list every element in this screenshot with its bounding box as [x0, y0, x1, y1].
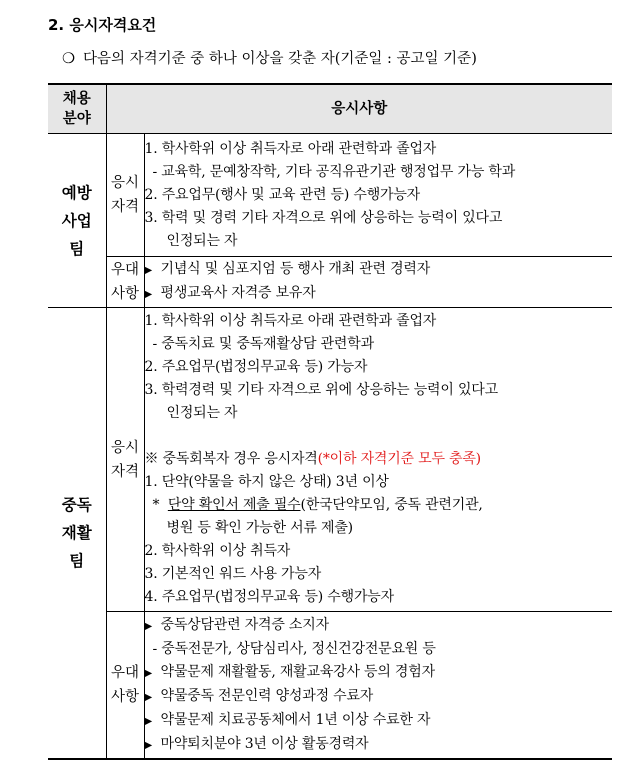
pref-label-l1: 우대 — [110, 665, 139, 681]
team-prevention — [48, 134, 106, 308]
team-rehab-l1: 중독 — [61, 496, 92, 514]
qual-line: 3. 학력 및 경력 기타 자격으로 위에 상응하는 능력이 있다고 — [144, 209, 503, 226]
pref-label-l1: 우대 — [110, 262, 139, 278]
rehab-qual-content — [144, 308, 612, 612]
prevention-qual-row — [48, 134, 612, 257]
recovered-note-red: (*이하 자격기준 모두 충족) — [317, 451, 481, 467]
pref-line: ▶ 평생교육사 자격증 보유자 — [145, 282, 613, 306]
rehab-qual-label — [106, 308, 144, 612]
intro-line — [62, 47, 477, 68]
team-prevention-l2: 사업 — [61, 211, 92, 230]
header-area — [48, 84, 106, 134]
qual-label-l2: 자격 — [110, 463, 139, 480]
section-heading: 2. 응시자격요건 — [48, 16, 157, 34]
qual-line: 2. 주요업무(법정의무교육 등) 가능자 — [144, 359, 368, 375]
header-row — [48, 84, 612, 134]
prevention-pref-row — [48, 257, 612, 308]
recovered-line: 4. 주요업무(법정의무교육 등) 수행가능자 — [144, 589, 394, 605]
prevention-qual-content — [144, 134, 612, 257]
header-main: 응시사항 — [106, 84, 612, 134]
team-rehab — [48, 308, 106, 760]
recovered-line: 1. 단약(약물을 하지 않은 상태) 3년 이상 — [144, 474, 389, 490]
recovered-line: 2. 학사학위 이상 취득자 — [144, 543, 291, 559]
recovered-line: * 단약 확인서 제출 필수(한국단약모임, 중독 관련기관, — [152, 497, 483, 513]
rehab-pref-row — [48, 612, 612, 760]
triangle-bullet-icon: ▶ — [144, 289, 152, 300]
recovered-underlined: 단약 확인서 제출 필수 — [167, 497, 301, 513]
circle-bullet-icon: ❍ — [62, 51, 75, 67]
rehab-qual-row — [48, 308, 612, 612]
pref-label-l2: 사항 — [110, 286, 139, 302]
triangle-bullet-icon: ▶ — [144, 620, 152, 632]
header-area-line1: 채용 — [62, 91, 91, 107]
pref-line: ▶ 마약퇴치분야 3년 이상 활동경력자 — [145, 733, 613, 757]
pref-line: - 중독전문가, 상담심리사, 정신건강전문요원 등 — [152, 640, 436, 657]
team-prevention-l1: 예방 — [61, 183, 92, 202]
prevention-pref-label — [106, 257, 144, 308]
pref-label-l2: 사항 — [110, 689, 139, 705]
recovered-line: 병원 등 확인 가능한 서류 제출) — [166, 520, 353, 536]
triangle-bullet-icon: ▶ — [144, 691, 152, 703]
qual-line: 인정되는 자 — [166, 232, 238, 249]
qual-label-l1: 응시 — [110, 439, 139, 456]
qual-line: - 중독치료 및 중독재활상담 관련학과 — [152, 336, 374, 352]
triangle-bullet-icon: ▶ — [144, 667, 152, 679]
qual-label-l2: 자격 — [110, 199, 139, 215]
recovered-note: ※ 중독회복자 경우 응시자격(*이하 자격기준 모두 충족) — [144, 451, 481, 467]
rehab-pref-label — [106, 612, 144, 760]
pref-line: ▶ 약물중독 전문인력 양성과정 수료자 — [145, 685, 613, 709]
requirements-table — [48, 83, 612, 760]
qual-line: 인정되는 자 — [166, 405, 238, 421]
spacer — [145, 425, 613, 448]
triangle-bullet-icon: ▶ — [144, 715, 152, 727]
pref-line: ▶ 중독상담관련 자격증 소지자 — [145, 614, 613, 638]
recovered-line: 3. 기본적인 워드 사용 가능자 — [144, 566, 322, 582]
qual-line: - 교육학, 문예창작학, 기타 공직유관기관 행정업무 가능 학과 — [152, 163, 516, 180]
team-prevention-l3: 팀 — [69, 239, 85, 258]
intro-text: 다음의 자격기준 중 하나 이상을 갖춘 자(기준일 : 공고일 기준) — [83, 51, 477, 67]
triangle-bullet-icon: ▶ — [144, 265, 152, 276]
pref-line: ▶ 기념식 및 심포지엄 등 행사 개최 관련 경력자 — [145, 258, 613, 282]
prevention-pref-content — [144, 257, 612, 308]
triangle-bullet-icon: ▶ — [144, 739, 152, 751]
pref-line: ▶ 약물문제 치료공동체에서 1년 이상 수료한 자 — [145, 709, 613, 733]
qual-line: 2. 주요업무(행사 및 교육 관련 등) 수행가능자 — [144, 186, 420, 203]
team-rehab-l2: 재활 — [61, 524, 92, 542]
header-area-line2: 분야 — [62, 111, 91, 127]
qual-line: 3. 학력경력 및 기타 자격으로 위에 상응하는 능력이 있다고 — [144, 382, 498, 398]
qual-line: 1. 학사학위 이상 취득자로 아래 관련학과 졸업자 — [144, 313, 437, 329]
team-rehab-l3: 팀 — [69, 552, 85, 570]
pref-line: ▶ 약물문제 재활활동, 재활교육강사 등의 경험자 — [145, 661, 613, 685]
rehab-pref-content — [144, 612, 612, 760]
qual-line: 1. 학사학위 이상 취득자로 아래 관련학과 졸업자 — [144, 140, 437, 157]
prevention-qual-label — [106, 134, 144, 257]
qual-label-l1: 응시 — [110, 175, 139, 191]
